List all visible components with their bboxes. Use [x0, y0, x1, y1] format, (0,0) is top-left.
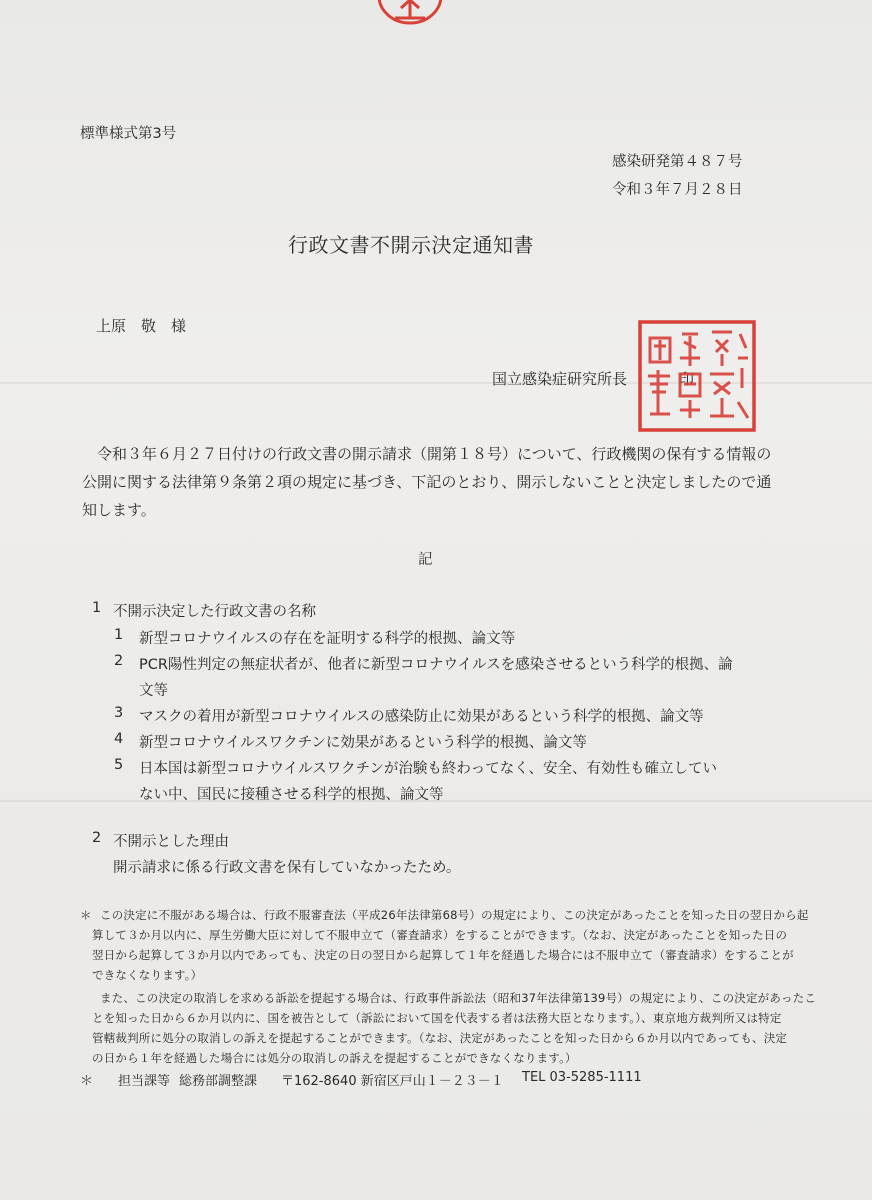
item-4-text: 新型コロナウイルスワクチンに効果があるという科学的根拠、論文等 — [139, 735, 587, 751]
item-2-number: 2 — [114, 653, 124, 669]
official-seal-icon — [636, 318, 758, 434]
item-4-number: 4 — [114, 731, 124, 747]
recipient: 上原 敬 様 — [96, 317, 187, 335]
seal-mark: 印 — [679, 370, 695, 388]
note-line: 算して３か月以内に、厚生労働大臣に対して不服申立て（審査請求）をすることができます。（なお、決定があったことを知った日の — [92, 928, 788, 942]
ki-heading: 記 — [418, 552, 433, 568]
item-1-text: 新型コロナウイルスの存在を証明する科学的根拠、論文等 — [139, 631, 516, 647]
section-2-reason: 開示請求に係る行政文書を保有していなかったため。 — [113, 860, 461, 876]
note-line: とを知った日から６か月以内に、国を被告として（訴訟において国を代表する者は法務大臣となります。）、東京地方裁判所又は特定 — [92, 1011, 782, 1025]
section-1-title: 不開示決定した行政文書の名称 — [113, 604, 316, 620]
note-line: この決定に不服がある場合は、行政不服審査法（平成26年法律第68号）の規定により、この決定があったことを知った日の翌日から起 — [100, 908, 809, 922]
item-1-number: 1 — [114, 627, 124, 643]
contact-tel: TEL 03-5285-1111 — [522, 1070, 642, 1085]
top-stamp-icon — [373, 0, 447, 44]
note-line: の日から１年を経過した場合には処分の取消しの訴えを提起することができなくなります。） — [92, 1051, 577, 1065]
contact-department: 総務部調整課 — [179, 1074, 258, 1089]
contact-mark: ＊ — [80, 1074, 94, 1089]
contact-label: 担当課等 — [118, 1074, 171, 1089]
section-1-number: 1 — [92, 600, 102, 616]
form-number: 標準様式第3号 — [80, 126, 177, 142]
section-2-title: 不開示とした理由 — [113, 834, 229, 850]
contact-address: 〒162-8640 新宿区戸山１－２３－１ — [281, 1074, 504, 1089]
document-title: 行政文書不開示決定通知書 — [288, 233, 534, 257]
document-number: 感染研発第４８７号 — [612, 154, 743, 170]
note-line: 管轄裁判所に処分の取消しの訴えを提起することができます。（なお、決定があったことを知った日から６か月以内であっても、決定 — [92, 1031, 788, 1045]
note-line: また、この決定の取消しを求める訴訟を提起する場合は、行政事件訴訟法（昭和37年法律第139号）の規定により、この決定があったこ — [100, 991, 817, 1005]
note-line: できなくなります。） — [92, 968, 203, 982]
sender: 国立感染症研究所長 — [492, 370, 628, 388]
item-5-number: 5 — [114, 757, 124, 773]
note-line: 翌日から起算して３か月以内であっても、決定の日の翌日から起算して１年を経過した場合には不服申立て（審査請求）をすることが — [92, 948, 794, 962]
section-2-number: 2 — [92, 830, 102, 846]
body-paragraph: 令和３年６月２７日付けの行政文書の開示請求（開第１８号）について、行政機関の保有する情報の公開に関する法律第９条第２項の規定に基づき、下記のとおり、開示しないことと決定しましたので通知します。 — [82, 445, 772, 519]
item-2-text: PCR陽性判定の無症状者が、他者に新型コロナウイルスを感染させるという科学的根拠、論 — [139, 657, 733, 673]
item-5-text: 日本国は新型コロナウイルスワクチンが治験も終わってなく、安全、有効性も確立してい — [139, 761, 717, 777]
item-5-text-cont: ない中、国民に接種させる科学的根拠、論文等 — [139, 787, 444, 803]
item-3-text: マスクの着用が新型コロナウイルスの感染防止に効果があるという科学的根拠、論文等 — [139, 709, 704, 725]
item-2-text-cont: 文等 — [139, 683, 168, 699]
item-3-number: 3 — [114, 705, 124, 721]
note-mark: ＊ — [80, 908, 92, 922]
document-date: 令和３年７月２８日 — [612, 182, 743, 198]
